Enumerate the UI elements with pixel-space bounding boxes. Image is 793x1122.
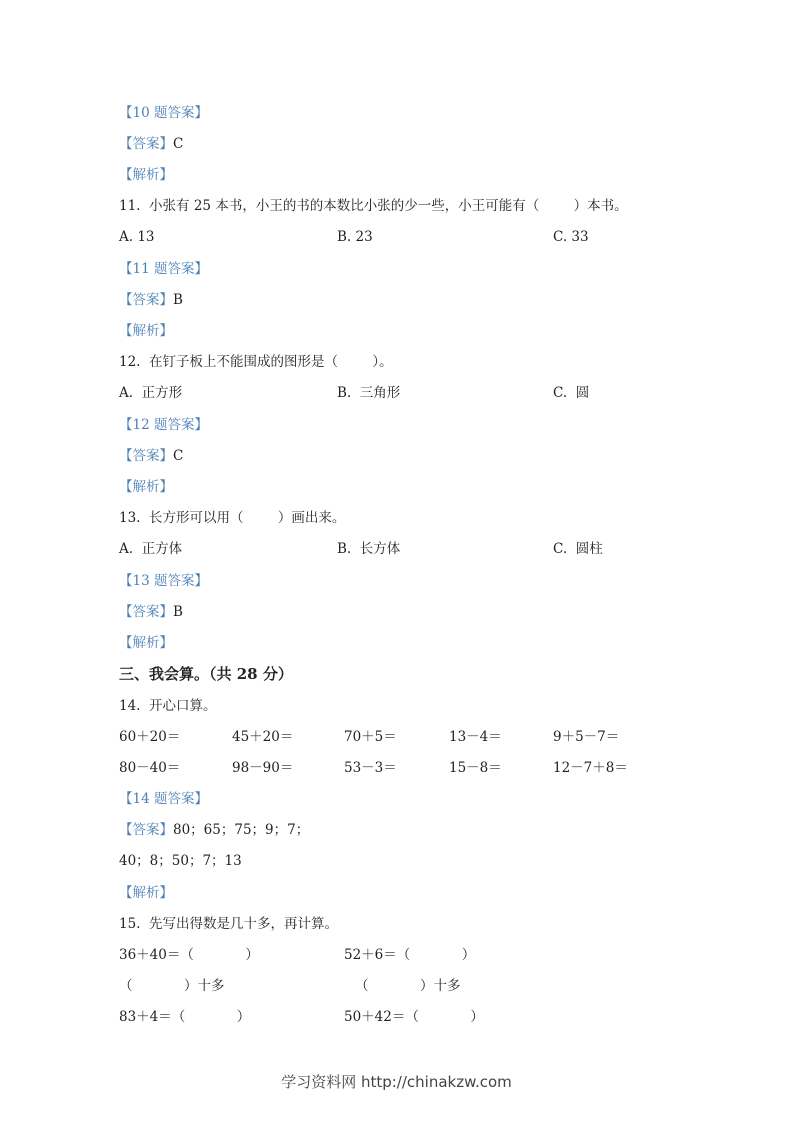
text-line <box>119 135 183 153</box>
text-line: 50＋42＝（ ） <box>344 1009 484 1025</box>
text-line: 15. 先写出得数是几十多，再计算。 <box>119 916 339 932</box>
answer-value: B <box>173 604 183 620</box>
answer-label: 【答案】 <box>119 604 173 620</box>
text-line <box>119 291 183 309</box>
answer-label: 【答案】 <box>119 136 173 152</box>
text-line: A. 13 <box>119 229 155 245</box>
text-line: 【解析】 <box>119 635 173 651</box>
text-line: 三、我会算。（共 28 分） <box>119 665 293 683</box>
text-line: 【解析】 <box>119 885 173 901</box>
text-line: 【13 题答案】 <box>119 573 208 589</box>
answer-value: C <box>173 136 184 152</box>
text-line: A. 正方体 <box>119 541 183 557</box>
text-line: 【解析】 <box>119 479 173 495</box>
text-line: A. 正方形 <box>119 385 183 401</box>
text-line: 【12 题答案】 <box>119 417 208 433</box>
text-line <box>119 603 183 621</box>
text-line: 60＋20＝ <box>119 729 181 745</box>
text-line: 53－3＝ <box>344 760 397 776</box>
text-line: 【解析】 <box>119 167 173 183</box>
answer-value: 80；65；75；9；7； <box>173 822 310 838</box>
answer-label: 【答案】 <box>119 292 173 308</box>
answer-value: C <box>173 448 184 464</box>
text-line: C. 圆 <box>553 385 590 401</box>
text-line: 98－90＝ <box>232 760 294 776</box>
text-line: （ ）十多 <box>119 978 225 994</box>
text-line: 9＋5－7＝ <box>553 729 620 745</box>
text-line: 52＋6＝（ ） <box>344 947 476 963</box>
text-line: 12. 在钉子板上不能围成的图形是（ ）。 <box>119 354 393 370</box>
text-line: 【解析】 <box>119 323 173 339</box>
text-line: 【11 题答案】 <box>119 261 208 277</box>
text-line: 40；8；50；7；13 <box>119 853 242 869</box>
text-line: B. 长方体 <box>337 541 401 557</box>
answer-value: B <box>173 292 183 308</box>
text-line <box>119 821 309 839</box>
answer-label: 【答案】 <box>119 822 173 838</box>
text-line: 13. 长方形可以用（ ）画出来。 <box>119 510 346 526</box>
text-line: 11. 小张有 25 本书，小王的书的本数比小张的少一些，小王可能有（ ）本书。 <box>119 198 628 214</box>
text-line: 45＋20＝ <box>232 729 294 745</box>
text-line: 14. 开心口算。 <box>119 698 217 714</box>
answer-label: 【答案】 <box>119 448 173 464</box>
text-line: B. 三角形 <box>337 385 401 401</box>
text-line: 【10 题答案】 <box>119 105 208 121</box>
page-footer: 学习资料网 http://chinakzw.com <box>281 1073 512 1091</box>
text-line: 36＋40＝（ ） <box>119 947 259 963</box>
text-line <box>119 447 183 465</box>
text-line: （ ）十多 <box>355 978 461 994</box>
text-line: C. 33 <box>553 229 589 245</box>
text-line: C. 圆柱 <box>553 541 603 557</box>
text-line: 13－4＝ <box>449 729 502 745</box>
text-line: 80－40＝ <box>119 760 181 776</box>
text-line: 12－7＋8＝ <box>553 760 628 776</box>
text-line: 70＋5＝ <box>344 729 397 745</box>
text-line: 【14 题答案】 <box>119 791 208 807</box>
text-line: 15－8＝ <box>449 760 502 776</box>
text-line: 83＋4＝（ ） <box>119 1009 251 1025</box>
text-line: B. 23 <box>337 229 373 245</box>
